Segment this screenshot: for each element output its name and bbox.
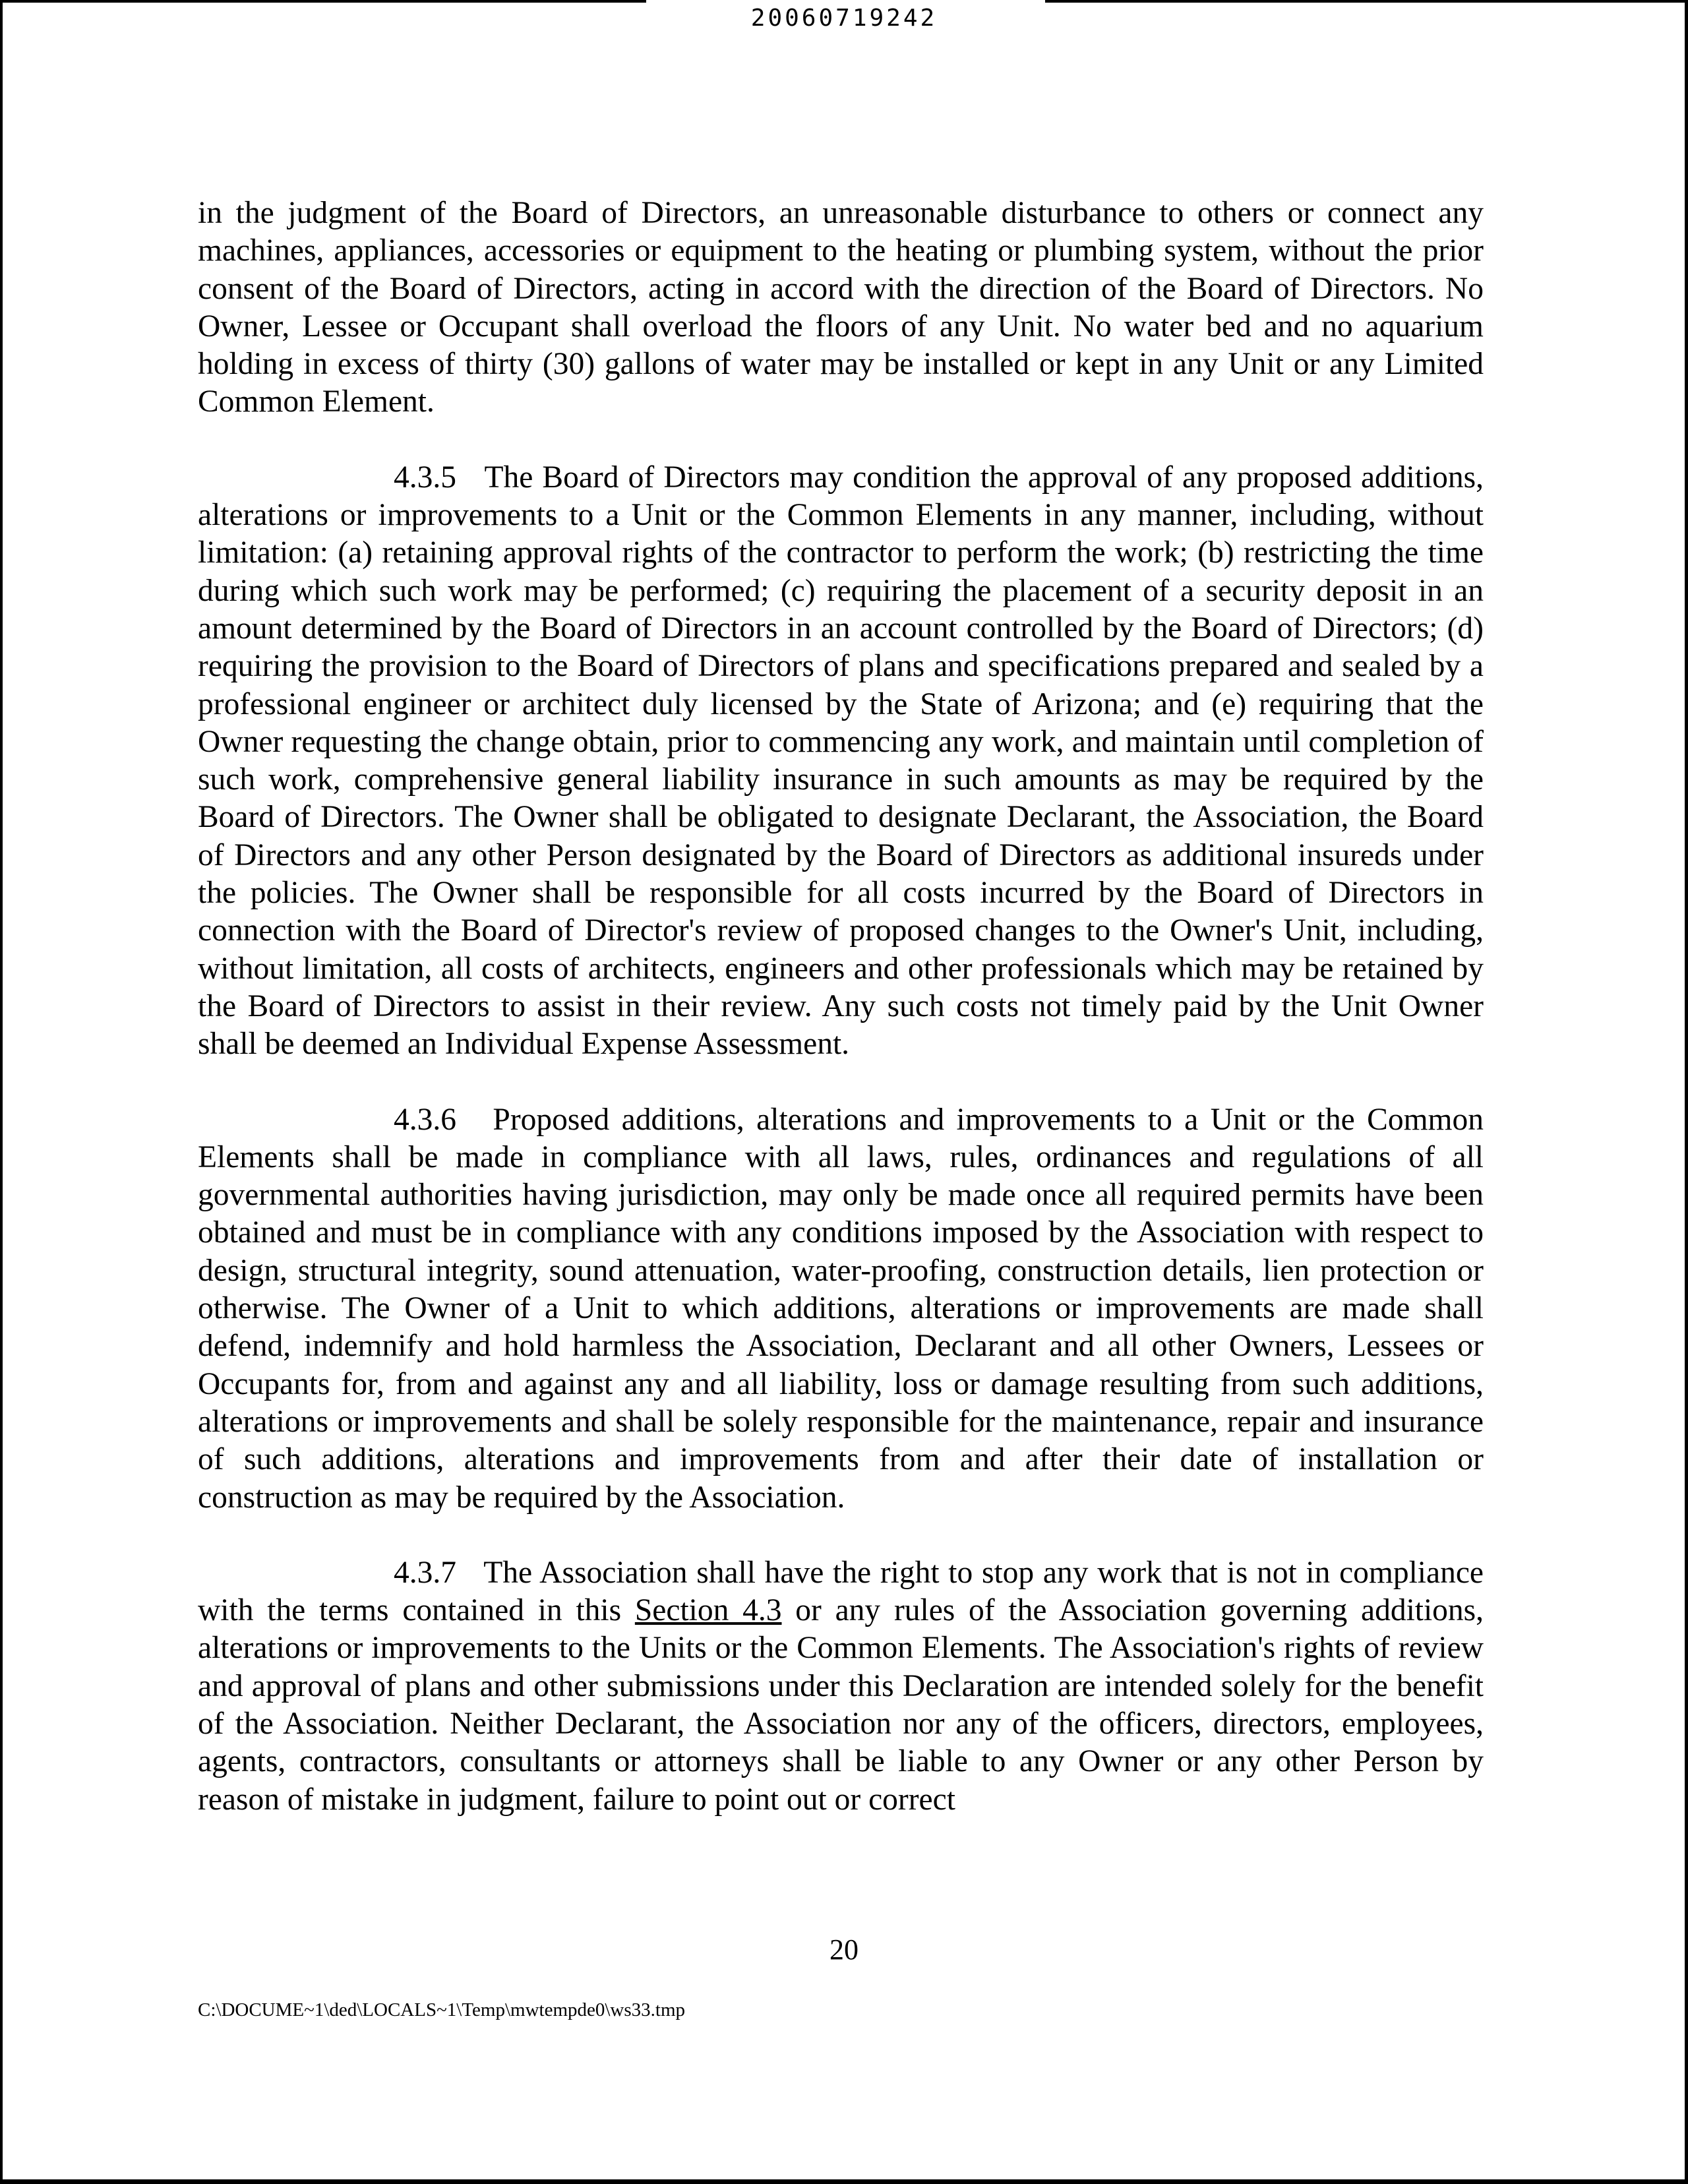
section-text: Proposed additions, alterations and improvements to a Unit or the Common Elements shall be made in compliance with all laws, rules, ordinances and regulations of all governmental authorities having jurisdiction, may only be made once all required permits have been obtained and must be in compliance with any conditions imposed by the Association with respect to design, structural integrity, sound attenuation, water-proofing, construction details, lien protection or otherwise. The Owner of a Unit to which additions, alterations or improvements are made shall defend, indemnify and hold harmless the Association, Declarant and all other Owners, Lessees or Occupants for, from and against any and all liability, loss or damage resulting from such additions, alterations or improvements and shall be solely responsible for the maintenance, repair and insurance of such additions, alterations and improvements from and after their date of installation or construction as may be required by the Association. xyxy=(198,1102,1484,1515)
section-number: 4.3.7 xyxy=(394,1555,456,1590)
top-border-left xyxy=(0,0,646,3)
section-4-3-6 xyxy=(198,1101,1484,1517)
page-number: 20 xyxy=(829,1933,859,1966)
section-4-3-7 xyxy=(198,1554,1484,1819)
section-number: 4.3.6 xyxy=(394,1102,456,1137)
section-number: 4.3.5 xyxy=(394,460,456,495)
section-text-continued: or any rules of the Association governing additions, alterations or improvements to the Units or the Common Elements. The Association's rights of review and approval of plans and other submissions under this Declaration are intended solely for the benefit of the Association. Neither Declarant, the Association nor any of the officers, directors, employees, agents, contractors, consultants or attorneys shall be liable to any Owner or any other Person by reason of mistake in judgment, failure to point out or correct xyxy=(198,1593,1484,1817)
paragraph-text: in the judgment of the Board of Directors, an unreasonable disturbance to others or connect any machines, appliances, accessories or equipment to the heating or plumbing system, without the prior consent of the Board of Directors, acting in accord with the direction of the Board of Directors. No Owner, Lessee or Occupant shall overload the floors of any Unit. No water bed and no aquarium holding in excess of thirty (30) gallons of water may be installed or kept in any Unit or any Limited Common Element. xyxy=(198,196,1484,419)
document-number: 20060719242 xyxy=(750,5,938,32)
file-path: C:\DOCUME~1\ded\LOCALS~1\Temp\mwtempde0\ws33.tmp xyxy=(198,1999,686,2020)
section-text: The Board of Directors may condition the approval of any proposed additions, alterations or improvements to a Unit or the Common Elements in any manner, including, without limitation: (a) retaining approval rights of the contractor to perform the work; (b) restricting the time during which such work may be performed; (c) requiring the placement of a security deposit in an amount determined by the Board of Directors in an account controlled by the Board of Directors; (d) requiring the provision to the Board of Directors of plans and specifications prepared and sealed by a professional engineer or architect duly licensed by the State of Arizona; and (e) requiring that the Owner requesting the change obtain, prior to commencing any work, and maintain until completion of such work, comprehensive general liability insurance in such amounts as may be required by the Board of Directors. The Owner shall be obligated to designate Declarant, the Association, the Board of Directors and any other Person designated by the Board of Directors as additional insureds under the policies. The Owner shall be responsible for all costs incurred by the Board of Directors in connection with the Board of Director's review of proposed changes to the Owner's Unit, including, without limitation, all costs of architects, engineers and other professionals which may be retained by the Board of Directors to assist in their review. Any such costs not timely paid by the Unit Owner shall be deemed an Individual Expense Assessment. xyxy=(198,460,1484,1062)
left-scan-edge xyxy=(0,0,3,2184)
section-4-3-5 xyxy=(198,459,1484,1064)
paragraph-continuation xyxy=(198,195,1484,421)
top-border-right xyxy=(1045,0,1688,3)
section-reference: Section 4.3 xyxy=(634,1593,782,1628)
bottom-scan-edge xyxy=(0,2179,1688,2184)
section-text: The Association shall have the right to stop any work that is not in compliance with the terms contained in this xyxy=(198,1555,1484,1628)
document-body xyxy=(198,195,1484,1819)
right-scan-edge xyxy=(1685,0,1688,2184)
